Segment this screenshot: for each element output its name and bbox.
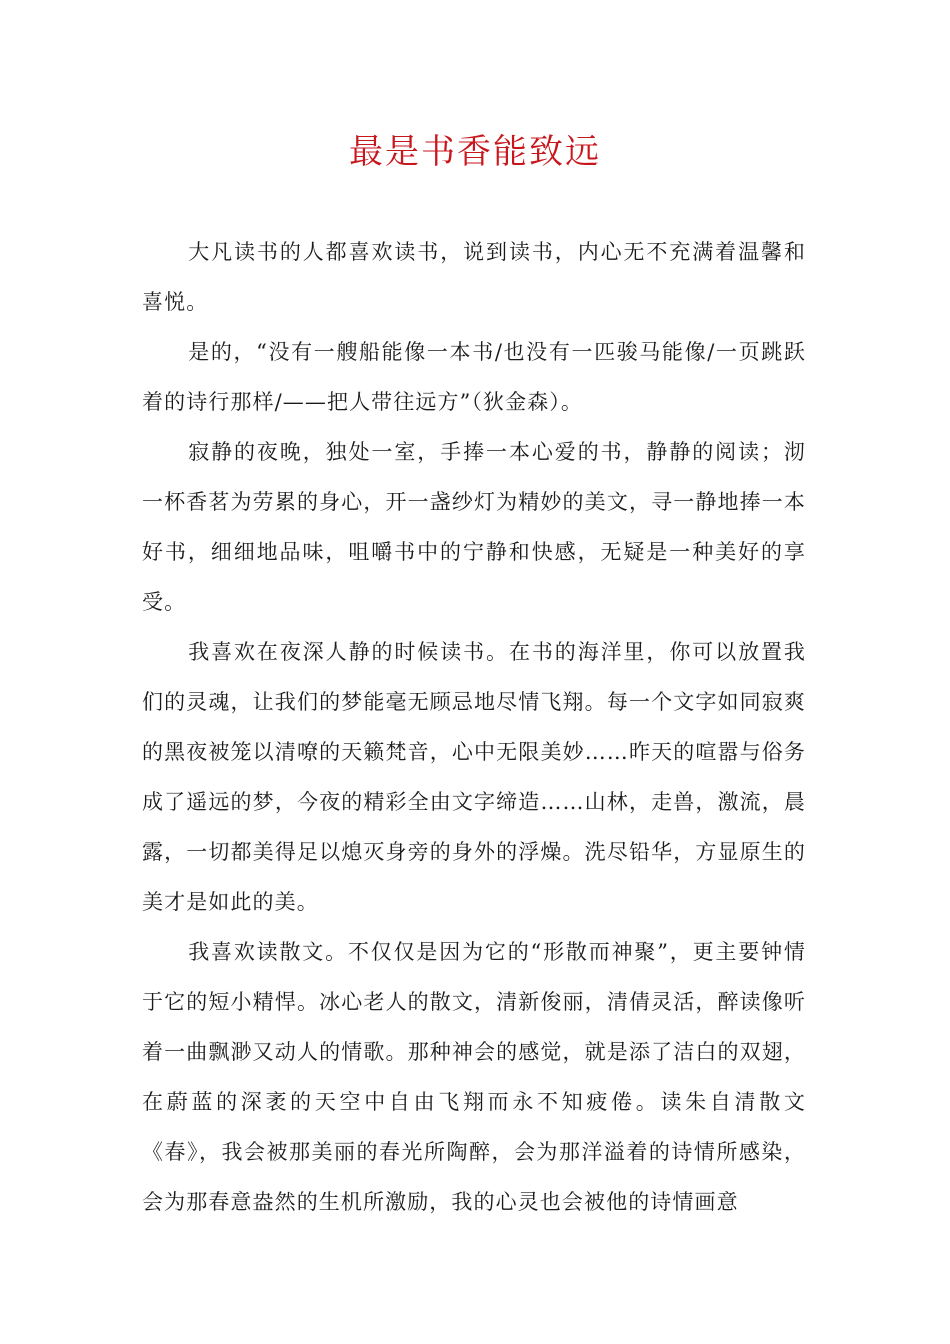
paragraph-3: 寂静的夜晚，独处一室，手捧一本心爱的书，静静的阅读；沏一杯香茗为劳累的身心，开一盏纱灯为精妙的美文，寻一静地捧一本好书，细细地品味，咀嚼书中的宁静和快感，无疑是一种美好的享受。 xyxy=(142,440,806,614)
paragraph-1: 大凡读书的人都喜欢读书，说到读书，内心无不充满着温馨和喜悦。 xyxy=(142,240,806,314)
paragraph-5: 我喜欢读散文。不仅仅是因为它的“形散而神聚”，更主要钟情于它的短小精悍。冰心老人的散文，清新俊丽，清倩灵活，醉读像听着一曲飘渺又动人的情歌。那种神会的感觉，就是添了洁白的双翅，在蔚蓝的深袤的天空中自由飞翔而永不知疲倦。读朱自清散文《春》，我会被那美丽的春光所陶醉，会为那洋溢着的诗情所感染，会为那春意盎然的生机所激励，我的心灵也会被他的诗情画意 xyxy=(142,940,806,1214)
document-body xyxy=(142,227,806,1227)
paragraph-4: 我喜欢在夜深人静的时候读书。在书的海洋里，你可以放置我们的灵魂，让我们的梦能毫无顾忌地尽情飞翔。每一个文字如同寂爽的黑夜被笼以清嘹的天籁梵音，心中无限美妙……昨天的喧嚣与俗务成了遥远的梦，今夜的精彩全由文字缔造……山林，走兽，激流，晨露，一切都美得足以熄灭身旁的身外的浮燥。洗尽铅华，方显原生的美才是如此的美。 xyxy=(142,640,806,914)
document-title: 最是书香能致远 xyxy=(349,132,601,172)
paragraph-2: 是的，“没有一艘船能像一本书/也没有一匹骏马能像/一页跳跃着的诗行那样/——把人带往远方”（狄金森）。 xyxy=(142,340,806,414)
